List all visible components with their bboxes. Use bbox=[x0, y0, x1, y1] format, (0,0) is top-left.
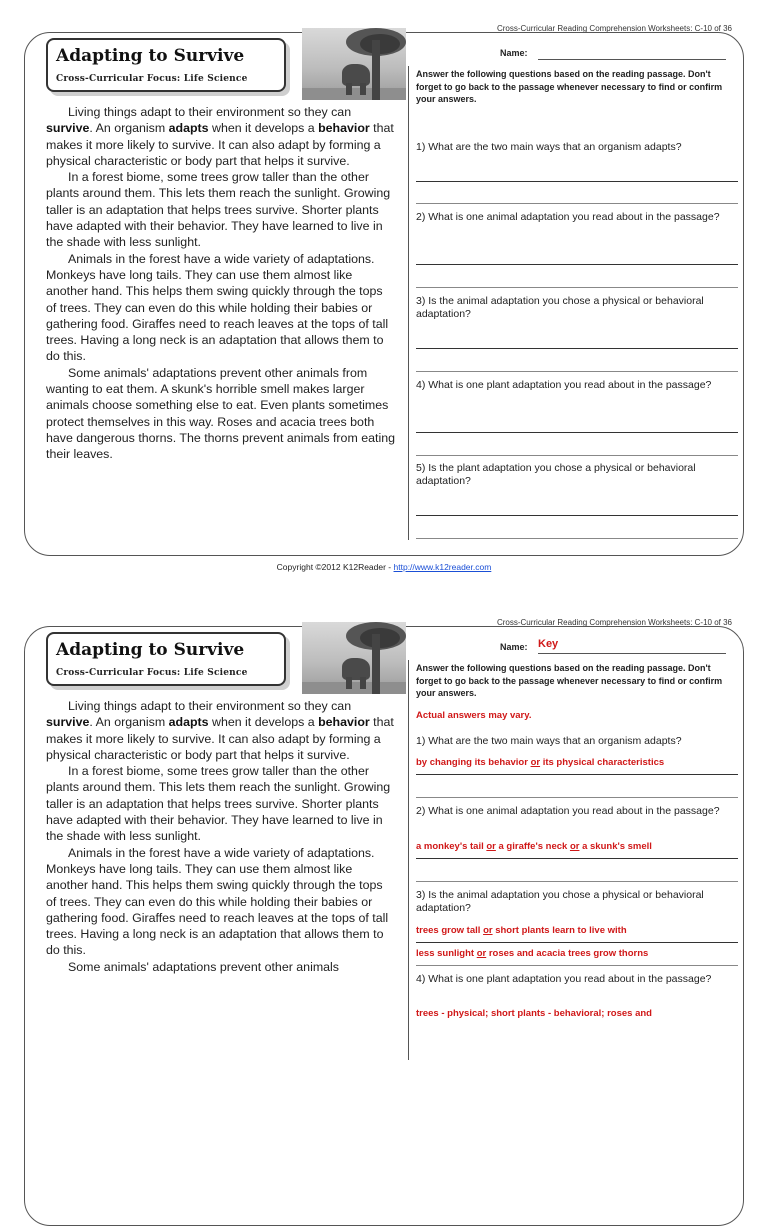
instructions: Answer the following questions based on the reading passage. Don't forget to go back to the passage whenever necessary to find or confirm your answers. bbox=[416, 69, 723, 104]
column-divider bbox=[408, 660, 409, 1060]
question-2: 2) What is one animal adaptation you read about in the passage? bbox=[416, 805, 720, 817]
instructions: Answer the following questions based on the reading passage. Don't forget to go back to the passage whenever necessary to find or confirm your answers. bbox=[416, 663, 723, 698]
question-4: 4) What is one plant adaptation you read about in the passage? bbox=[416, 379, 712, 391]
elephant-photo bbox=[302, 28, 406, 100]
title-box bbox=[46, 38, 286, 92]
answer-line[interactable] bbox=[416, 797, 738, 798]
worksheet-key bbox=[0, 594, 768, 1024]
name-field[interactable] bbox=[538, 653, 726, 654]
answer-line[interactable] bbox=[416, 287, 738, 288]
name-value: Key bbox=[538, 638, 559, 650]
passage-paragraph: Animals in the forest have a wide variety of adaptations. Monkeys have long tails. They can use them almost like another hand. This helps them swing quickly through the tops of trees. They can even do this while holding their babies or gathering food. Giraffes need to reach leaves at the tops of tall trees. Having a long neck is an adaptation that allows them to do this. bbox=[46, 845, 389, 958]
page-subtitle: Cross-Curricular Focus: Life Science bbox=[56, 74, 248, 84]
passage-paragraph: Animals in the forest have a wide variety of adaptations. Monkeys have long tails. They can use them almost like another hand. This helps them swing quickly through the tops of trees. They can even do this while holding their babies or gathering food. Giraffes need to reach leaves at the tops of tall trees. Having a long neck is an adaptation that allows them to do this. bbox=[46, 251, 389, 364]
answer-line[interactable] bbox=[416, 432, 738, 433]
name-label: Name: bbox=[500, 48, 528, 58]
passage-paragraph: Living things adapt to their environment so they can survive. An organism adapts when it develops a behavior that makes it more likely to survive. It can also adapt by forming a physical characteristic or body part that helps it survive. bbox=[46, 105, 394, 168]
answer-line[interactable] bbox=[416, 942, 738, 943]
answer-line[interactable] bbox=[416, 371, 738, 372]
name-label: Name: bbox=[500, 642, 528, 652]
answer-line[interactable] bbox=[416, 858, 738, 859]
answer-4: trees - physical; short plants - behavioral; roses and bbox=[416, 1008, 652, 1019]
answer-line[interactable] bbox=[416, 264, 738, 265]
answer-line[interactable] bbox=[416, 203, 738, 204]
header-reference: Cross-Curricular Reading Comprehension Worksheets: C-10 of 36 bbox=[496, 618, 732, 627]
question-3: 3) Is the animal adaptation you chose a physical or behavioral adaptation? bbox=[416, 295, 704, 320]
answer-line[interactable] bbox=[416, 965, 738, 966]
passage-paragraph: Some animals' adaptations prevent other animals bbox=[68, 959, 339, 974]
question-1: 1) What are the two main ways that an organism adapts? bbox=[416, 735, 682, 747]
page-title: Adapting to Survive bbox=[56, 640, 245, 660]
passage-paragraph: In a forest biome, some trees grow taller than the other plants around them. This lets them reach the sunlight. Growing taller is an adaptation that helps trees survive. Shorter plants have adapted with their behavior. They have learned to live in the shade with less sunlight. bbox=[46, 170, 391, 250]
answers-note: Actual answers may vary. bbox=[416, 710, 532, 721]
answer-3-line-2: less sunlight or roses and acacia trees grow thorns bbox=[416, 948, 649, 959]
answer-line[interactable] bbox=[416, 515, 738, 516]
passage-paragraph: In a forest biome, some trees grow taller than the other plants around them. This lets them reach the sunlight. Growing taller is an adaptation that helps trees survive. Shorter plants have adapted with their behavior. They have learned to live in the shade with less sunlight. bbox=[46, 764, 391, 844]
page-subtitle: Cross-Curricular Focus: Life Science bbox=[56, 668, 248, 678]
copyright: Copyright ©2012 K12Reader - http://www.k12reader.com bbox=[276, 562, 492, 572]
page-title: Adapting to Survive bbox=[56, 46, 245, 66]
question-4: 4) What is one plant adaptation you read about in the passage? bbox=[416, 973, 712, 985]
answer-line[interactable] bbox=[416, 455, 738, 456]
column-divider bbox=[408, 66, 409, 540]
question-1: 1) What are the two main ways that an organism adapts? bbox=[416, 141, 682, 153]
header-reference: Cross-Curricular Reading Comprehension Worksheets: C-10 of 36 bbox=[496, 24, 732, 33]
name-field[interactable] bbox=[538, 59, 726, 60]
answer-2: a monkey's tail or a giraffe's neck or a skunk's smell bbox=[416, 841, 652, 852]
k12reader-link[interactable]: http://www.k12reader.com bbox=[393, 562, 492, 572]
reading-passage bbox=[46, 698, 396, 975]
question-5: 5) Is the plant adaptation you chose a physical or behavioral adaptation? bbox=[416, 462, 696, 487]
worksheet-blank bbox=[0, 0, 768, 580]
reading-passage bbox=[46, 104, 396, 463]
elephant-photo bbox=[302, 622, 406, 694]
answer-line[interactable] bbox=[416, 881, 738, 882]
title-box bbox=[46, 632, 286, 686]
question-2: 2) What is one animal adaptation you read about in the passage? bbox=[416, 211, 720, 223]
question-3: 3) Is the animal adaptation you chose a physical or behavioral adaptation? bbox=[416, 889, 704, 914]
answer-3-line-1: trees grow tall or short plants learn to live with bbox=[416, 925, 627, 936]
passage-paragraph: Some animals' adaptations prevent other animals from wanting to eat them. A skunk's horrible smell makes larger animals choose something else to eat. Even plants sometimes protect themselves in this way. Roses and acacia trees both have dangerous thorns. The thorns prevent animals from eating their leaves. bbox=[46, 365, 395, 462]
passage-paragraph: Living things adapt to their environment so they can survive. An organism adapts when it develops a behavior that makes it more likely to survive. It can also adapt by forming a physical characteristic or body part that helps it survive. bbox=[46, 699, 394, 762]
answer-1: by changing its behavior or its physical characteristics bbox=[416, 757, 665, 768]
answer-line[interactable] bbox=[416, 774, 738, 775]
answer-line[interactable] bbox=[416, 538, 738, 539]
answer-line[interactable] bbox=[416, 181, 738, 182]
answer-line[interactable] bbox=[416, 348, 738, 349]
